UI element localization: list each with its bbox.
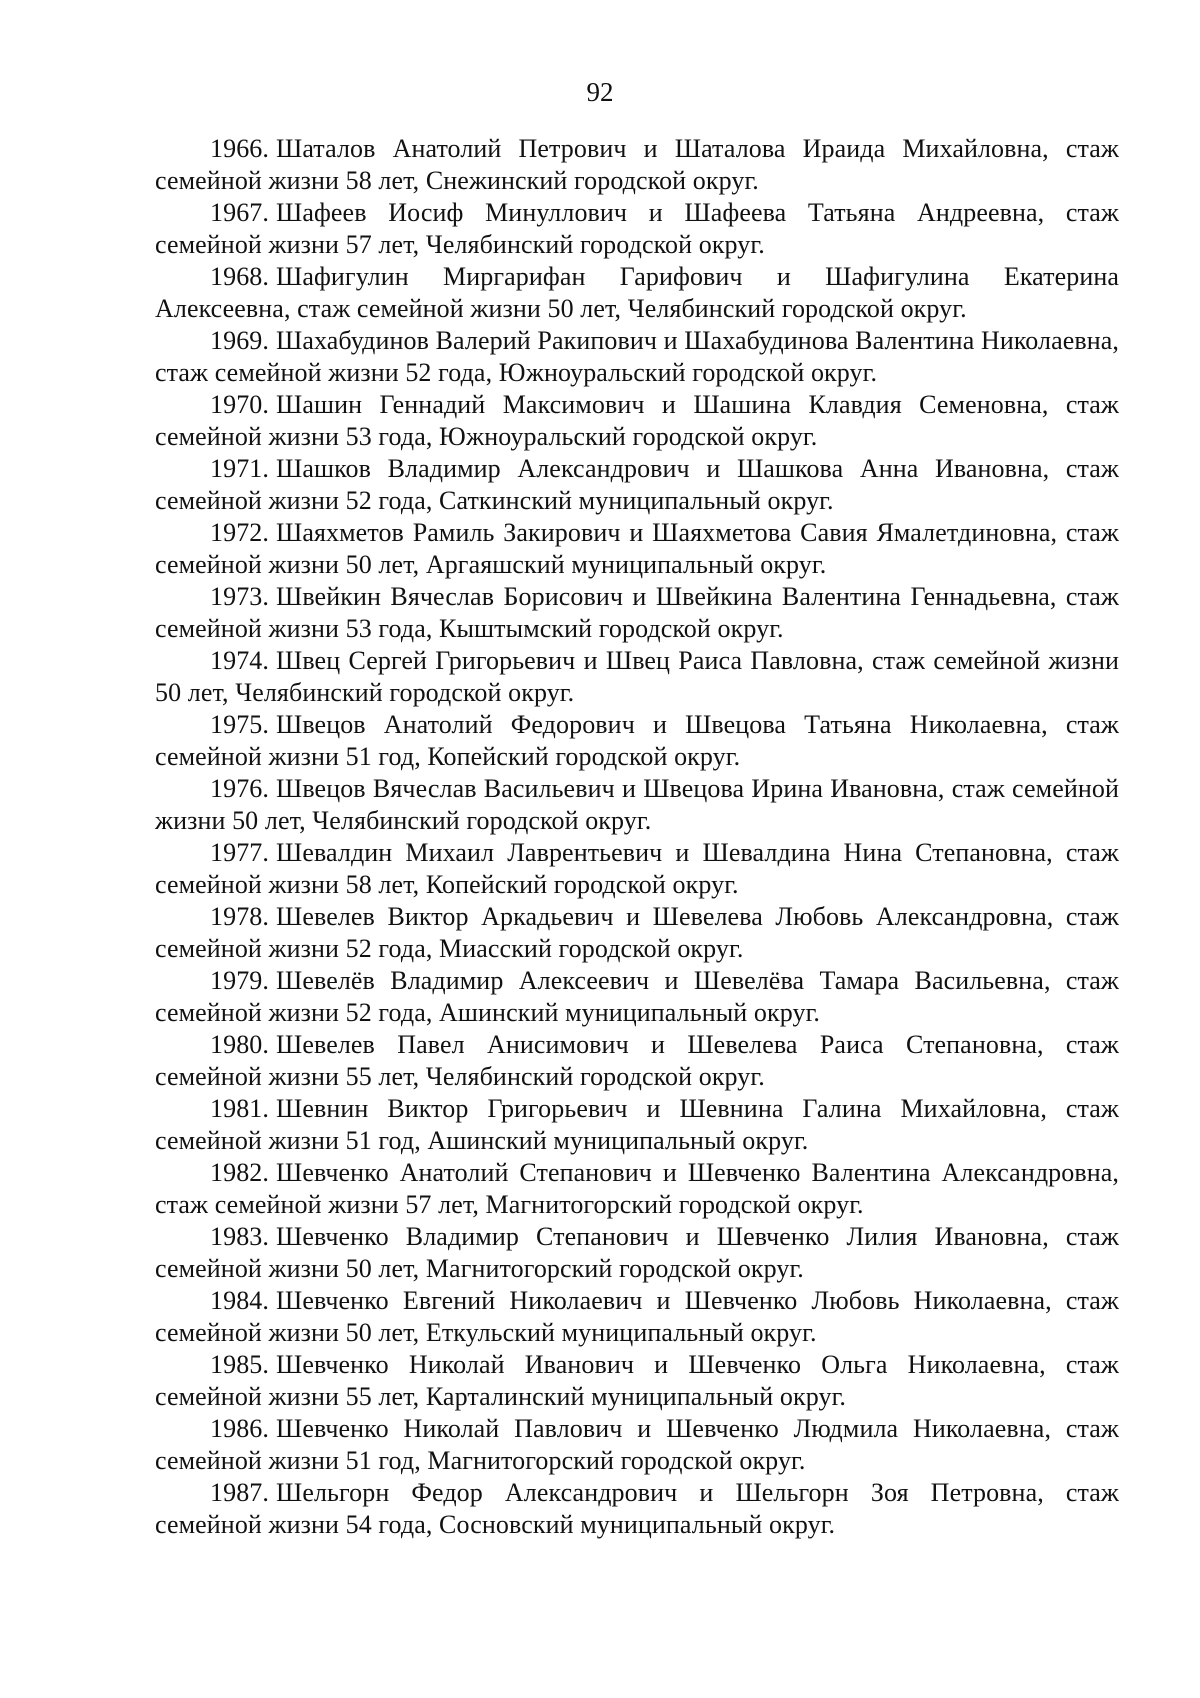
list-item bbox=[155, 581, 1119, 645]
entry-number: 1986. bbox=[210, 1414, 269, 1443]
entry-text: Шевнин Виктор Григорьевич и Шевнина Галина Михайловна, стаж семейной жизни 51 год, Ашинский муниципальный округ. bbox=[155, 1094, 1119, 1155]
entry-number: 1975. bbox=[210, 710, 269, 739]
entry-text: Шельгорн Федор Александрович и Шельгорн Зоя Петровна, стаж семейной жизни 54 года, Сосновский муниципальный округ. bbox=[155, 1478, 1119, 1539]
entry-number: 1973. bbox=[210, 582, 269, 611]
entry-number: 1977. bbox=[210, 838, 269, 867]
list-item bbox=[155, 325, 1119, 389]
entry-text: Шевченко Николай Павлович и Шевченко Людмила Николаевна, стаж семейной жизни 51 год, Магнитогорский городской округ. bbox=[155, 1414, 1119, 1475]
list-item bbox=[155, 645, 1119, 709]
list-item bbox=[155, 261, 1119, 325]
entry-text: Шевелев Павел Анисимович и Шевелева Раиса Степановна, стаж семейной жизни 55 лет, Челябинский городской округ. bbox=[155, 1030, 1119, 1091]
entry-number: 1968. bbox=[210, 262, 269, 291]
entry-number: 1978. bbox=[210, 902, 269, 931]
entry-text: Шевченко Евгений Николаевич и Шевченко Любовь Николаевна, стаж семейной жизни 50 лет, Еткульский муниципальный округ. bbox=[155, 1286, 1119, 1347]
list-item bbox=[155, 1285, 1119, 1349]
list-item bbox=[155, 453, 1119, 517]
list-item bbox=[155, 1413, 1119, 1477]
list-item bbox=[155, 837, 1119, 901]
list-item bbox=[155, 773, 1119, 837]
entry-number: 1972. bbox=[210, 518, 269, 547]
entry-text: Шевелёв Владимир Алексеевич и Шевелёва Тамара Васильевна, стаж семейной жизни 52 года, Ашинский муниципальный округ. bbox=[155, 966, 1119, 1027]
entry-number: 1985. bbox=[210, 1350, 269, 1379]
list-item bbox=[155, 389, 1119, 453]
entry-text: Шевелев Виктор Аркадьевич и Шевелева Любовь Александровна, стаж семейной жизни 52 года, Миасский городской округ. bbox=[155, 902, 1119, 963]
list-item bbox=[155, 1093, 1119, 1157]
entry-number: 1967. bbox=[210, 198, 269, 227]
entry-text: Шахабудинов Валерий Ракипович и Шахабудинова Валентина Николаевна, стаж семейной жизни 52 года, Южноуральский городской округ. bbox=[155, 326, 1119, 387]
list-item bbox=[155, 1221, 1119, 1285]
entry-text: Шафигулин Миргарифан Гарифович и Шафигулина Екатерина Алексеевна, стаж семейной жизни 50 лет, Челябинский городской округ. bbox=[155, 262, 1119, 323]
entry-text: Шаталов Анатолий Петрович и Шаталова Ираида Михайловна, стаж семейной жизни 58 лет, Снежинский городской округ. bbox=[155, 134, 1119, 195]
entry-number: 1979. bbox=[210, 966, 269, 995]
entry-text: Шевченко Владимир Степанович и Шевченко Лилия Ивановна, стаж семейной жизни 50 лет, Магнитогорский городской округ. bbox=[155, 1222, 1119, 1283]
list-item bbox=[155, 1157, 1119, 1221]
entry-number: 1983. bbox=[210, 1222, 269, 1251]
list-item bbox=[155, 901, 1119, 965]
entry-text: Швейкин Вячеслав Борисович и Швейкина Валентина Геннадьевна, стаж семейной жизни 53 года, Кыштымский городской округ. bbox=[155, 582, 1119, 643]
entry-text: Швец Сергей Григорьевич и Швец Раиса Павловна, стаж семейной жизни 50 лет, Челябинский городской округ. bbox=[155, 646, 1119, 707]
page-number: 92 bbox=[586, 77, 614, 107]
entry-number: 1974. bbox=[210, 646, 269, 675]
entry-number: 1987. bbox=[210, 1478, 269, 1507]
entry-text: Шевченко Николай Иванович и Шевченко Ольга Николаевна, стаж семейной жизни 55 лет, Карталинский муниципальный округ. bbox=[155, 1350, 1119, 1411]
entry-number: 1980. bbox=[210, 1030, 269, 1059]
entry-text: Шаяхметов Рамиль Закирович и Шаяхметова Савия Ямалетдиновна, стаж семейной жизни 50 лет, Аргаяшский муниципальный округ. bbox=[155, 518, 1119, 579]
entry-number: 1984. bbox=[210, 1286, 269, 1315]
entry-text: Шашков Владимир Александрович и Шашкова Анна Ивановна, стаж семейной жизни 52 года, Саткинский муниципальный округ. bbox=[155, 454, 1119, 515]
list-item bbox=[155, 1477, 1119, 1541]
entry-text: Швецов Анатолий Федорович и Швецова Татьяна Николаевна, стаж семейной жизни 51 год, Копейский городской округ. bbox=[155, 710, 1119, 771]
entry-text: Швецов Вячеслав Васильевич и Швецова Ирина Ивановна, стаж семейной жизни 50 лет, Челябинский городской округ. bbox=[155, 774, 1119, 835]
list-item bbox=[155, 965, 1119, 1029]
entry-number: 1966. bbox=[210, 134, 269, 163]
list-item bbox=[155, 1349, 1119, 1413]
entry-text: Шевченко Анатолий Степанович и Шевченко Валентина Александровна, стаж семейной жизни 57 лет, Магнитогорский городской округ. bbox=[155, 1158, 1119, 1219]
list-item bbox=[155, 709, 1119, 773]
list-item bbox=[155, 133, 1119, 197]
award-list bbox=[155, 133, 1119, 1541]
list-item bbox=[155, 1029, 1119, 1093]
list-item bbox=[155, 197, 1119, 261]
list-item bbox=[155, 517, 1119, 581]
entry-text: Шевалдин Михаил Лаврентьевич и Шевалдина Нина Степановна, стаж семейной жизни 58 лет, Копейский городской округ. bbox=[155, 838, 1119, 899]
entry-number: 1982. bbox=[210, 1158, 269, 1187]
entry-text: Шафеев Иосиф Минуллович и Шафеева Татьяна Андреевна, стаж семейной жизни 57 лет, Челябинский городской округ. bbox=[155, 198, 1119, 259]
entry-number: 1970. bbox=[210, 390, 269, 419]
entry-number: 1971. bbox=[210, 454, 269, 483]
entry-number: 1981. bbox=[210, 1094, 269, 1123]
entry-number: 1969. bbox=[210, 326, 269, 355]
entry-number: 1976. bbox=[210, 774, 269, 803]
entry-text: Шашин Геннадий Максимович и Шашина Клавдия Семеновна, стаж семейной жизни 53 года, Южноуральский городской округ. bbox=[155, 390, 1119, 451]
